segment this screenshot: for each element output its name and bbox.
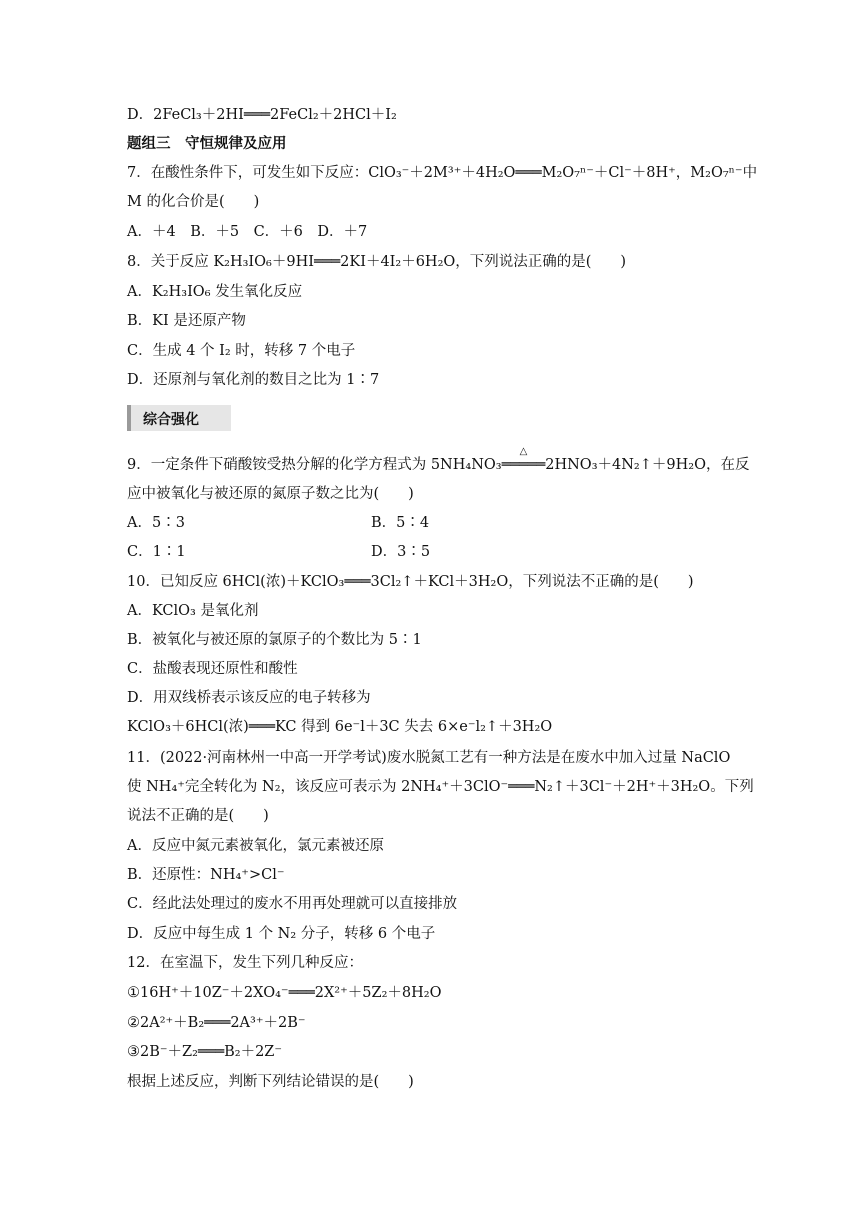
q9-option-b: B．5∶4 (371, 515, 430, 531)
q10-option-d-equation: KClO₃＋6HCl(浓)═══KC 得到 6e⁻l＋3C 失去 6×e⁻l₂↑＋3H₂O (127, 719, 553, 735)
q11-option-c: C．经此法处理过的废水不用再处理就可以直接排放 (127, 896, 458, 912)
q7-stem-line2: M 的化合价是( ) (127, 194, 260, 210)
q10-option-b: B．被氧化与被还原的氯原子的个数比为 5∶1 (127, 632, 422, 648)
q12-reaction-2: ②2A²⁺＋B₂═══2A³⁺＋2B⁻ (127, 1015, 306, 1031)
q10-option-a: A．KClO₃ 是氧化剂 (127, 603, 259, 619)
q12-question: 根据上述反应，判断下列结论错误的是( ) (127, 1074, 414, 1090)
section-heading-group3: 题组三 守恒规律及应用 (127, 136, 287, 152)
q12-reaction-1: ①16H⁺＋10Z⁻＋2XO₄⁻═══2X²⁺＋5Z₂＋8H₂O (127, 985, 442, 1001)
q8-option-d: D．还原剂与氧化剂的数目之比为 1∶7 (127, 372, 380, 388)
q9-delta-mark: △ (519, 446, 528, 457)
section-badge-label: 综合强化 (143, 412, 199, 428)
q12-stem: 12．在室温下，发生下列几种反应： (127, 955, 363, 971)
q10-stem: 10．已知反应 6HCl(浓)＋KClO₃═══3Cl₂↑＋KCl＋3H₂O，下列说法不正确的是( ) (127, 574, 694, 590)
q10-option-c: C．盐酸表现还原性和酸性 (127, 661, 298, 677)
q11-stem-line1: 11．(2022·河南林州一中高一开学考试)废水脱氮工艺有一种方法是在废水中加入过量 NaClO (127, 750, 731, 766)
q11-option-d: D．反应中每生成 1 个 N₂ 分子，转移 6 个电子 (127, 926, 436, 942)
q9-heat-arrow (501, 446, 546, 475)
section-badge (127, 405, 231, 431)
q7-stem-line1: 7．在酸性条件下，可发生如下反应：ClO₃⁻＋2M³⁺＋4H₂O═══M₂O₇ⁿ⁻＋Cl⁻＋8H⁺，M₂O₇ⁿ⁻中 (127, 165, 758, 181)
q11-option-b: B．还原性：NH₄⁺>Cl⁻ (127, 867, 285, 883)
q9-option-a: A．5∶3 (127, 515, 185, 531)
q9-option-d: D．3∶5 (371, 544, 431, 560)
q11-stem-line2: 使 NH₄⁺完全转化为 N₂，该反应可表示为 2NH₄⁺＋3ClO⁻═══N₂↑＋3Cl⁻＋2H⁺＋3H₂O。下列 (127, 779, 754, 795)
q10-option-d: D．用双线桥表示该反应的电子转移为 (127, 690, 371, 706)
q11-stem-line3: 说法不正确的是( ) (127, 808, 269, 824)
q9-stem-line2: 应中被氧化与被还原的氮原子数之比为( ) (127, 486, 414, 502)
q7-options: A．＋4 B．＋5 C．＋6 D．＋7 (127, 224, 368, 240)
q8-option-b: B．KI 是还原产物 (127, 313, 246, 329)
prev-question-option-d: D．2FeCl₃＋2HI═══2FeCl₂＋2HCl＋I₂ (127, 107, 397, 123)
q11-option-a: A．反应中氮元素被氧化，氯元素被还原 (127, 838, 384, 854)
q8-option-a: A．K₂H₃IO₆ 发生氧化反应 (127, 284, 303, 300)
q12-reaction-3: ③2B⁻＋Z₂═══B₂＋2Z⁻ (127, 1044, 283, 1060)
q9-stem-part1: 9．一定条件下硝酸铵受热分解的化学方程式为 5NH₄NO₃ (127, 457, 502, 473)
q9-equals: ═════ (501, 457, 546, 473)
q9-stem-part2: 2HNO₃＋4N₂↑＋9H₂O，在反 (545, 457, 750, 473)
q8-stem: 8．关于反应 K₂H₃IO₆＋9HI═══2KI＋4I₂＋6H₂O，下列说法正确的是( ) (127, 254, 627, 270)
q9-stem-line1 (127, 446, 750, 475)
q9-option-c: C．1∶1 (127, 544, 186, 560)
q8-option-c: C．生成 4 个 I₂ 时，转移 7 个电子 (127, 343, 356, 359)
